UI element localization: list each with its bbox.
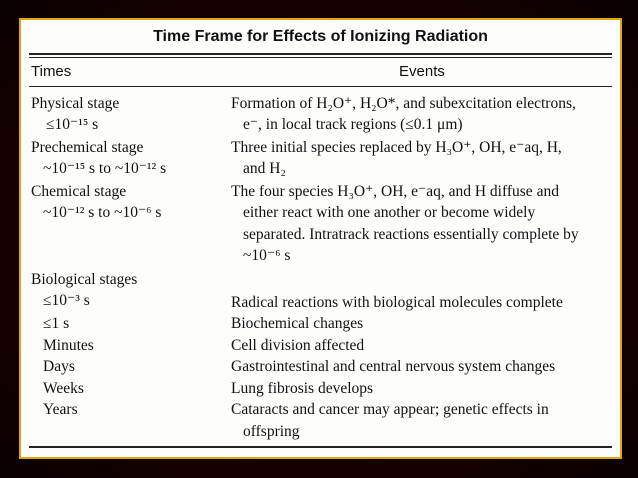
time-bio-6: Years xyxy=(43,401,78,418)
time-chemical-range: ~10⁻¹² s to ~10⁻⁶ s xyxy=(43,204,162,221)
event-bio-4: Gastrointestinal and central nervous system changes xyxy=(231,358,556,375)
bottom-rule xyxy=(29,446,612,448)
time-bio-4: Days xyxy=(43,358,75,375)
header-rule xyxy=(29,86,612,87)
event-bio-6b: offspring xyxy=(243,423,300,440)
time-prechemical-stage: Prechemical stage xyxy=(31,139,144,156)
top-rule xyxy=(29,53,612,55)
event-physical-1: Formation of H₂O⁺, H₂O*, and subexcitation electrons, xyxy=(231,95,576,112)
event-bio-1: Radical reactions with biological molecules complete xyxy=(231,294,563,311)
event-prechemical-1: Three initial species replaced by H₃O⁺, OH, e⁻aq, H, xyxy=(231,139,562,156)
event-chemical-2: either react with one another or become widely xyxy=(243,204,536,221)
top-rule-thin xyxy=(29,57,612,58)
event-chemical-4: ~10⁻⁶ s xyxy=(243,247,291,264)
time-biological-stages: Biological stages xyxy=(31,271,138,288)
times-header: Times xyxy=(31,63,72,80)
time-bio-5: Weeks xyxy=(43,380,84,397)
event-bio-2: Biochemical changes xyxy=(231,315,364,332)
events-header: Events xyxy=(399,63,445,80)
time-chemical-stage: Chemical stage xyxy=(31,183,127,200)
event-bio-6a: Cataracts and cancer may appear; genetic effects in xyxy=(231,401,549,418)
event-chemical-1: The four species H₃O⁺, OH, e⁻aq, and H diffuse and xyxy=(231,183,559,200)
event-physical-2: e⁻, in local track regions (≤0.1 μm) xyxy=(243,116,463,133)
time-physical-range: ≤10⁻¹⁵ s xyxy=(46,116,99,133)
table-panel xyxy=(21,20,620,457)
time-bio-1: ≤10⁻³ s xyxy=(43,292,90,309)
event-bio-3: Cell division affected xyxy=(231,337,365,354)
event-chemical-3: separated. Intratrack reactions essentially complete by xyxy=(243,226,579,243)
time-prechemical-range: ~10⁻¹⁵ s to ~10⁻¹² s xyxy=(43,160,167,177)
time-bio-2: ≤1 s xyxy=(43,315,70,332)
time-physical-stage: Physical stage xyxy=(31,95,120,112)
table-title: Time Frame for Effects of Ionizing Radiation xyxy=(153,28,488,45)
event-bio-5: Lung fibrosis develops xyxy=(231,380,374,397)
event-prechemical-2: and H₂ xyxy=(243,160,286,177)
time-bio-3: Minutes xyxy=(43,337,94,354)
